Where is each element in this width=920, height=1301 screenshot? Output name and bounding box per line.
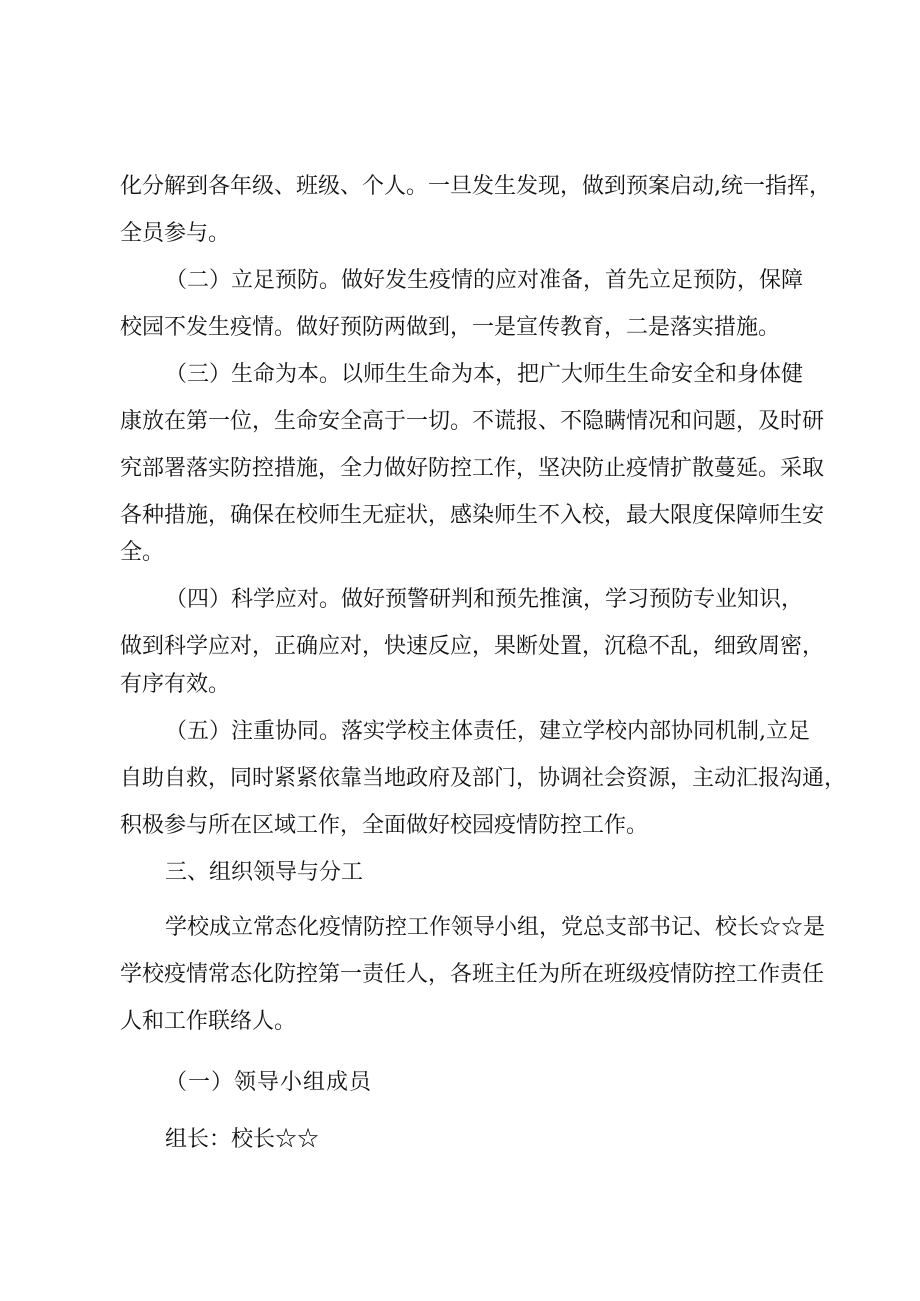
paragraph-6-line-2: 学校疫情常态化防控第一责任人，各班主任为所在班级疫情防控工作责任 xyxy=(120,962,825,987)
paragraph-3-line-1: （三）生命为本。以师生生命为本，把广大师生生命安全和身体健 xyxy=(165,362,804,387)
leader-line: 组长：校长☆☆ xyxy=(165,1127,320,1152)
paragraph-4-line-3: 有序有效。 xyxy=(120,672,231,697)
subsection-heading-1: （一）领导小组成员 xyxy=(165,1070,373,1095)
paragraph-3-line-5: 全。 xyxy=(120,540,165,565)
paragraph-3-line-2: 康放在第一位，生命安全高于一切。不谎报、不隐瞒情况和问题，及时研 xyxy=(120,409,825,434)
paragraph-6-line-3: 人和工作联络人。 xyxy=(120,1009,297,1034)
paragraph-3-line-3: 究部署落实防控措施，全力做好防控工作，坚决防止疫情扩散蔓延。采取 xyxy=(120,456,825,481)
paragraph-5-line-2: 自助自救，同时紧紧依靠当地政府及部门，协调社会资源，主动汇报沟通， xyxy=(120,766,847,791)
paragraph-3-line-4: 各种措施，确保在校师生无症状，感染师生不入校，最大限度保障师生安 xyxy=(120,503,825,528)
paragraph-2-line-1: （二）立足预防。做好发生疫情的应对准备，首先立足预防，保障 xyxy=(165,268,804,293)
paragraph-4-line-1: （四）科学应对。做好预警研判和预先推演，学习预防专业知识， xyxy=(165,587,804,612)
paragraph-5-line-1: （五）注重协同。落实学校主体责任，建立学校内部协同机制,立足 xyxy=(165,719,810,744)
paragraph-2-line-2: 校园不发生疫情。做好预防两做到，一是宣传教育，二是落实措施。 xyxy=(120,315,781,340)
paragraph-1-line-1: 化分解到各年级、班级、个人。一旦发生发现，做到预案启动,统一指挥， xyxy=(120,174,831,199)
paragraph-4-line-2: 做到科学应对，正确应对，快速反应，果断处置，沉稳不乱，细致周密， xyxy=(120,634,825,659)
paragraph-1-line-2: 全员参与。 xyxy=(120,221,231,246)
paragraph-6-line-1: 学校成立常态化疫情防控工作领导小组，党总支部书记、校长☆☆是 xyxy=(165,915,826,940)
section-heading-3: 三、组织领导与分工 xyxy=(165,860,364,885)
paragraph-5-line-3: 积极参与所在区域工作，全面做好校园疫情防控工作。 xyxy=(120,813,649,838)
